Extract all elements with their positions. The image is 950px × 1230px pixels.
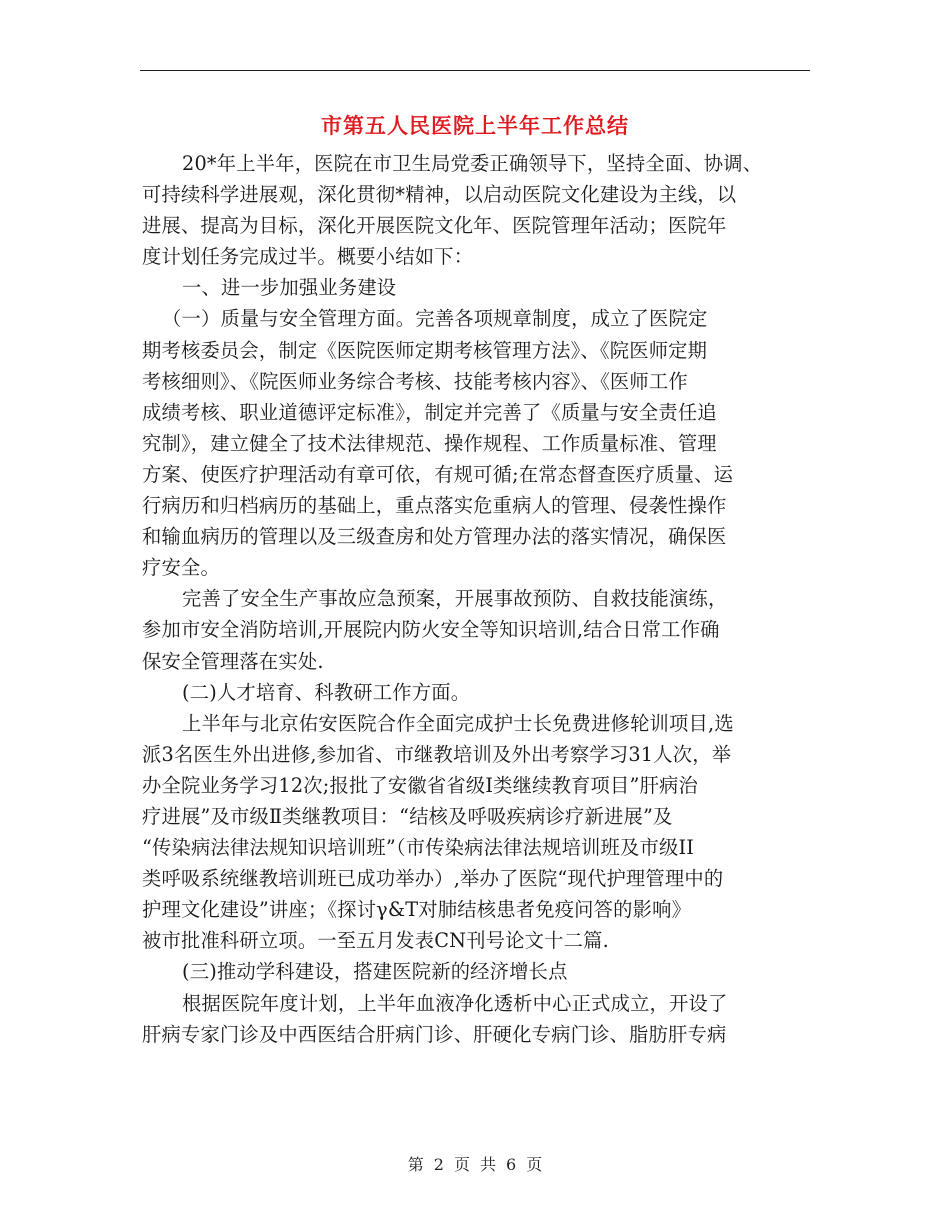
text-line: 期考核委员会，制定《医院医师定期考核管理方法》、《院医师定期 bbox=[142, 338, 708, 362]
header-rule bbox=[140, 70, 810, 71]
footer-total-label: 共 bbox=[480, 1155, 497, 1174]
footer-suffix: 页 bbox=[526, 1155, 543, 1174]
subsection-heading: （一）质量与安全管理方面。完善各项规章制度，成立了医院定 bbox=[162, 307, 708, 331]
subsection-heading: (二)人才培育、科教研工作方面。 bbox=[182, 680, 471, 704]
text-line: 保安全管理落在实处. bbox=[142, 649, 324, 673]
text-line: 类呼吸系统继教培训班已成功举办）,举办了医院“现代护理管理中的 bbox=[142, 867, 724, 891]
text-line: 肝病专家门诊及中西医结合肝病门诊、肝硬化专病门诊、脂肪肝专病 bbox=[142, 1022, 727, 1046]
text-line: 究制》，建立健全了技术法律规范、操作规程、工作质量标准、管理 bbox=[142, 431, 717, 455]
text-line: 度计划任务完成过半。概要小结如下： bbox=[142, 245, 474, 269]
page-title: 市第五人民医院上半年工作总结 bbox=[321, 114, 629, 138]
text-line: 护理文化建设”讲座；《探讨γ&T对肺结核患者免疫问答的影响》 bbox=[142, 898, 692, 922]
text-line: 完善了安全生产事故应急预案，开展事故预防、自救技能演练， bbox=[182, 587, 728, 611]
footer-page-label: 页 bbox=[453, 1155, 470, 1174]
text-line: 上半年与北京佑安医院合作全面完成护士长免费进修轮训项目,选 bbox=[182, 711, 734, 735]
text-line: 派3名医生外出进修,参加省、市继教培训及外出考察学习31人次，举 bbox=[142, 742, 732, 766]
section-heading: 一、进一步加强业务建设 bbox=[182, 276, 397, 300]
text-line: 疗安全。 bbox=[142, 556, 220, 580]
text-line: 考核细则》、《院医师业务综合考核、技能考核内容》、《医师工作 bbox=[142, 369, 688, 393]
text-line: 办全院业务学习12次;报批了安徽省省级Ⅰ类继续教育项目”肝病治 bbox=[142, 773, 699, 797]
text-line: 疗进展”及市级Ⅱ类继教项目：“结核及呼吸疾病诊疗新进展”及 bbox=[142, 804, 673, 828]
text-line: 20*年上半年，医院在市卫生局党委正确领导下，坚持全面、协调、 bbox=[182, 152, 763, 175]
text-line: 参加市安全消防培训,开展院内防火安全等知识培训,结合日常工作确 bbox=[142, 618, 720, 642]
text-line: 根据医院年度计划，上半年血液净化透析中心正式成立，开设了 bbox=[182, 991, 728, 1015]
text-line: 方案、使医疗护理活动有章可依，有规可循;在常态督查医疗质量、运 bbox=[142, 462, 734, 486]
footer-total-pages: 6 bbox=[506, 1155, 517, 1174]
text-line: “传染病法律法规知识培训班”（市传染病法律法规培训班及市级II bbox=[142, 836, 695, 860]
text-line: 进展、提高为目标，深化开展医院文化年、医院管理年活动；医院年 bbox=[142, 214, 727, 238]
text-line: 成绩考核、职业道德评定标准》，制定并完善了《质量与安全责任追 bbox=[142, 400, 717, 424]
document-body bbox=[142, 148, 810, 1050]
subsection-heading: (三)推动学科建设，搭建医院新的经济增长点 bbox=[182, 960, 568, 984]
footer-prefix: 第 bbox=[407, 1155, 424, 1174]
text-line: 被市批准科研立项。一至五月发表CN刊号论文十二篇. bbox=[142, 929, 609, 953]
text-line: 可持续科学进展观，深化贯彻*精神，以启动医院文化建设为主线，以 bbox=[142, 183, 737, 207]
text-line: 和输血病历的管理以及三级查房和处方管理办法的落实情况，确保医 bbox=[142, 525, 727, 549]
footer-page-number: 2 bbox=[433, 1155, 444, 1174]
text-line: 行病历和归档病历的基础上，重点落实危重病人的管理、侵袭性操作 bbox=[142, 494, 727, 518]
page-footer bbox=[0, 1152, 950, 1175]
